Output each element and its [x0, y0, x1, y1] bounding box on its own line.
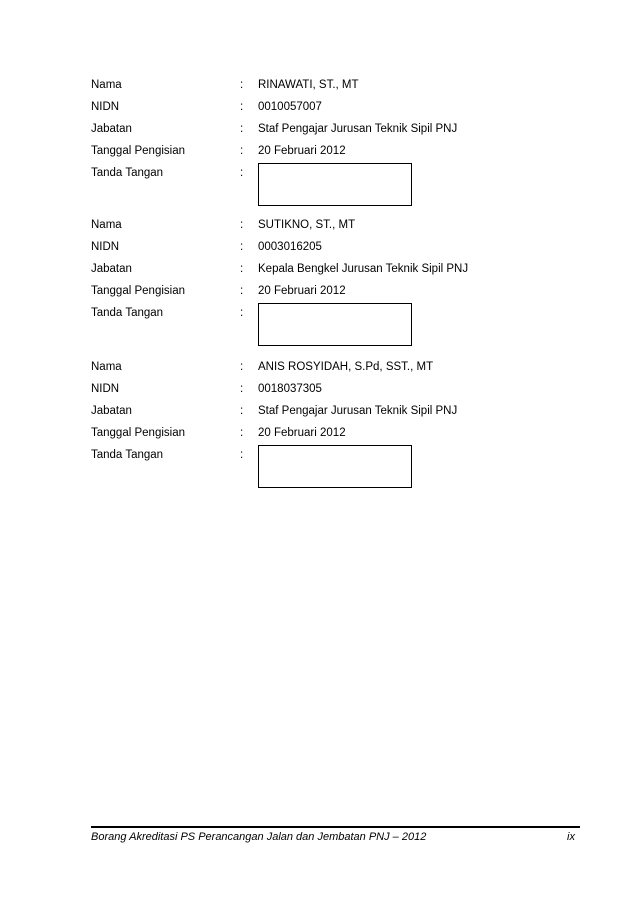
signature-box[interactable] — [258, 445, 412, 488]
nidn-row — [91, 240, 571, 262]
signature-row — [91, 306, 571, 328]
jabatan-row — [91, 262, 571, 284]
tanggal-value: 20 Februari 2012 — [258, 145, 346, 157]
tanggal-value: 20 Februari 2012 — [258, 285, 346, 297]
jabatan-label: Jabatan — [91, 405, 132, 417]
separator: : — [240, 307, 244, 319]
name-value: RINAWATI, ST., MT — [258, 79, 359, 91]
nidn-label: NIDN — [91, 241, 120, 253]
separator: : — [240, 219, 244, 231]
separator: : — [240, 263, 244, 275]
name-value: ANIS ROSYIDAH, S.Pd, SST., MT — [258, 361, 434, 373]
signature-box[interactable] — [258, 163, 412, 206]
separator: : — [240, 145, 244, 157]
signatory-block-2 — [91, 218, 571, 328]
footer-divider — [91, 826, 580, 828]
signature-row — [91, 166, 571, 188]
separator: : — [240, 427, 244, 439]
page-number: ix — [567, 831, 575, 843]
name-row — [91, 78, 571, 100]
nidn-label: NIDN — [91, 101, 120, 113]
nidn-row — [91, 100, 571, 122]
name-label: Nama — [91, 219, 122, 231]
signature-box[interactable] — [258, 303, 412, 346]
nidn-label: NIDN — [91, 383, 120, 395]
separator: : — [240, 449, 244, 461]
jabatan-row — [91, 404, 571, 426]
signature-row — [91, 448, 571, 470]
jabatan-value: Kepala Bengkel Jurusan Teknik Sipil PNJ — [258, 263, 469, 275]
signatory-block-1 — [91, 78, 571, 188]
jabatan-label: Jabatan — [91, 123, 132, 135]
tanggal-value: 20 Februari 2012 — [258, 427, 346, 439]
signature-label: Tanda Tangan — [91, 167, 164, 179]
tanggal-label: Tanggal Pengisian — [91, 285, 185, 297]
jabatan-value: Staf Pengajar Jurusan Teknik Sipil PNJ — [258, 123, 458, 135]
name-value: SUTIKNO, ST., MT — [258, 219, 356, 231]
separator: : — [240, 361, 244, 373]
signature-label: Tanda Tangan — [91, 307, 164, 319]
nidn-value: 0003016205 — [258, 241, 322, 253]
separator: : — [240, 123, 244, 135]
nidn-row — [91, 382, 571, 404]
tanggal-label: Tanggal Pengisian — [91, 145, 185, 157]
footer-title: Borang Akreditasi PS Perancangan Jalan dan Jembatan PNJ – 2012 — [91, 831, 427, 843]
separator: : — [240, 383, 244, 395]
separator: : — [240, 241, 244, 253]
jabatan-row — [91, 122, 571, 144]
name-label: Nama — [91, 79, 122, 91]
separator: : — [240, 101, 244, 113]
signature-label: Tanda Tangan — [91, 449, 164, 461]
separator: : — [240, 79, 244, 91]
name-label: Nama — [91, 361, 122, 373]
separator: : — [240, 405, 244, 417]
tanggal-label: Tanggal Pengisian — [91, 427, 185, 439]
separator: : — [240, 167, 244, 179]
separator: : — [240, 285, 244, 297]
jabatan-label: Jabatan — [91, 263, 132, 275]
name-row — [91, 218, 571, 240]
nidn-value: 0018037305 — [258, 383, 322, 395]
nidn-value: 0010057007 — [258, 101, 322, 113]
name-row — [91, 360, 571, 382]
signatory-block-3 — [91, 360, 571, 470]
jabatan-value: Staf Pengajar Jurusan Teknik Sipil PNJ — [258, 405, 458, 417]
